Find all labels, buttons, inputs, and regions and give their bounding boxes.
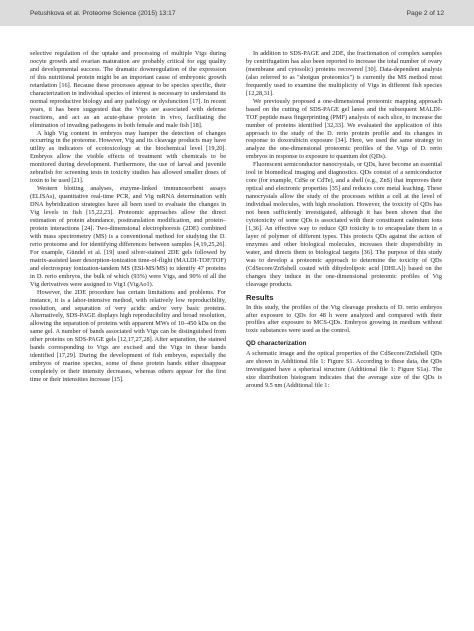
paragraph: We previously proposed a one-dimensional proteomic mapping approach based on the cutting of SDS-PAGE gel lanes and the subsequent MALDI-TOF peptide mass fingerprinting (PMF) analysis of each slice, to increase the number of proteins identified [32,33]. We evaluated the application of this approach to the study of the D. rerio protein profile and its changes in response to doxorubicin exposure [34]. Here, we used the same strategy to analyze the one-dimensional proteomic profiles of the Vtgs of D. rerio embryos in response to exposure to quantum dot (QDs).	[246, 97, 442, 161]
paragraph: Western blotting analyses, enzyme-linked immunosorbent assays (ELISAs), quantitative real-time PCR, and Vtg mRNA determination with DNA hybridization strategies have all been used to evaluate the changes in Vtg levels in fish [15,22,23]. Proteomic approaches allow the direct estimation of protein abundance, posttranslation modification, and protein–protein interactions [24]. Two-dimensional electrophoresis (2DE) combined with mass spectrometry (MS) is a conventional method for studying the D. rerio proteome and for identifying differences between samples [4,19,25,26]. For example, Gündel et al. [19] used silver-stained 2DE gels followed by matrix-assisted laser desorption-ionization time-of-flight (MALDI-TOF/TOF) and electrospray ionization-tandem MS (ESI-MS/MS) to identify 47 proteins in D. rerio embryos, the bulk of which (93%) were Vtgs, and 90% of all the Vtg derivatives were assigned to Vtg1 (VtgAo1).	[30, 185, 226, 288]
paragraph: Fluorescent semiconductor nanocrystals, or QDs, have become an essential tool in biomedical imaging and diagnostics. QDs consist of a semiconductor core (for example, CdSe or CdTe), and a shell (e.g., ZnS) that improves their optical and electronic properties [35] and reduces core metal leaching. These nanocrystals allow the study of the processes within a cell at the level of individual molecules, with high resolution. However, the toxicity of QDs has not been sufficiently investigated, although it has been shown that the cytotoxicity of some QDs is associated with their constituent cadmium ions [1,36]. An effective way to reduce QD toxicity is to encapsulate them in a layer of polymer of different types. This protects QDs against the action of enzymes and other biological molecules, increases their dispersibility in water, and directs them to biological targets [36]. The purpose of this study was to develop a proteomic approach to determine the toxicity of QDs (CdSecore/ZnSshell coated with dihydrolipoic acid [DHLA]) based on the changes they induce in the one-dimensional proteomic profiles of Vtg cleavage products.	[246, 161, 442, 288]
section-heading-results: Results	[246, 292, 274, 302]
paragraph: In this study, the profiles of the Vtg cleavage products of D. rerio embryos after exposure to QDs for 48 h were analyzed and compared with their profiles after exposure to MCS-QDs. Embryos growing in medium without toxic substances were used as the control.	[246, 303, 442, 335]
header-page-number: Page 2 of 12	[406, 10, 444, 17]
paragraph: A schematic image and the optical properties of the CdSecore/ZnSshell QDs are shown in Additional file 1: Figure S1. According to these data, the QDs investigated have a spherical structure (Additional file 1: Figure S1a). The size distribution histogram indicates that the average size of the QDs is around 9.5 nm (Additional file 1:	[246, 350, 442, 390]
running-header	[0, 0, 474, 26]
left-column	[30, 50, 226, 384]
right-column	[246, 50, 442, 390]
header-citation: Petushkova et al. Proteome Science (2015) 13:17	[30, 10, 176, 17]
paragraph: However, the 2DE procedure has certain limitations and problems. For instance, it is a labor-intensive method, with relatively low reproducibility, resolution, and separation of very acidic and/or very basic proteins. Alternatively, SDS-PAGE displays high reproducibility and broad resolution, allowing the separation of proteins with apparent MWs of 10–450 kDa on the same gel. A number of bands associated with Vtgs can be distinguished from other proteins on SDS-PAGE gels [12,17,27,28]. After separation, the stained bands corresponding to Vtgs are excised and the Vtgs in these bands identified [17,29]. During the development of fish embryos, especially the embryos of marine species, some of these protein bands either disappear completely or their intensity decreases, whereas others appear for the first time or their intensities increase [15].	[30, 288, 226, 384]
paragraph: A high Vtg content in embryos may hamper the detection of changes occurring in the proteome. However, Vtg and its cleavage products may have utility as indicators of ecotoxicology at the biochemical level [19,20]. Embryos allow the visible effects of treatment with chemicals to be monitored during development. Furthermore, the use of larval and juvenile zebrafish for screening tests in toxicity studies has allowed smaller doses of toxin to be used [21].	[30, 129, 226, 185]
paragraph: selective regulation of the uptake and processing of multiple Vtgs during oocyte growth and ovarian maturation are probably critical for egg quality and developmental success. The dramatic downregulation of the expression of this nutritional protein might be an important cause of embryonic growth retardation [16]. Because these processes appear to be species specific, their characterization in individual species of interest is necessary to understand its normal reproductive biology and any pathology or dysfunction [17]. In recent years, it has been suggested that the Vtgs are associated with defense reactions, and act as an acute-phase protein in vivo, facilitating the elimination of invading pathogens in both female and male fish [18].	[30, 50, 226, 129]
paragraph: In addition to SDS-PAGE and 2DE, the fractionation of complex samples by centrifugation has also been reported to increase the total number of ovary (membrane and cytosolic) proteins recovered [30]. Data-dependent analysis (also referred to as "shotgun proteomics") is currently the MS method most frequently used to examine the multiplicity of Vtgs in different fish species [12,28,31].	[246, 50, 442, 97]
subsection-heading-qd-characterization: QD characterization	[246, 340, 307, 348]
